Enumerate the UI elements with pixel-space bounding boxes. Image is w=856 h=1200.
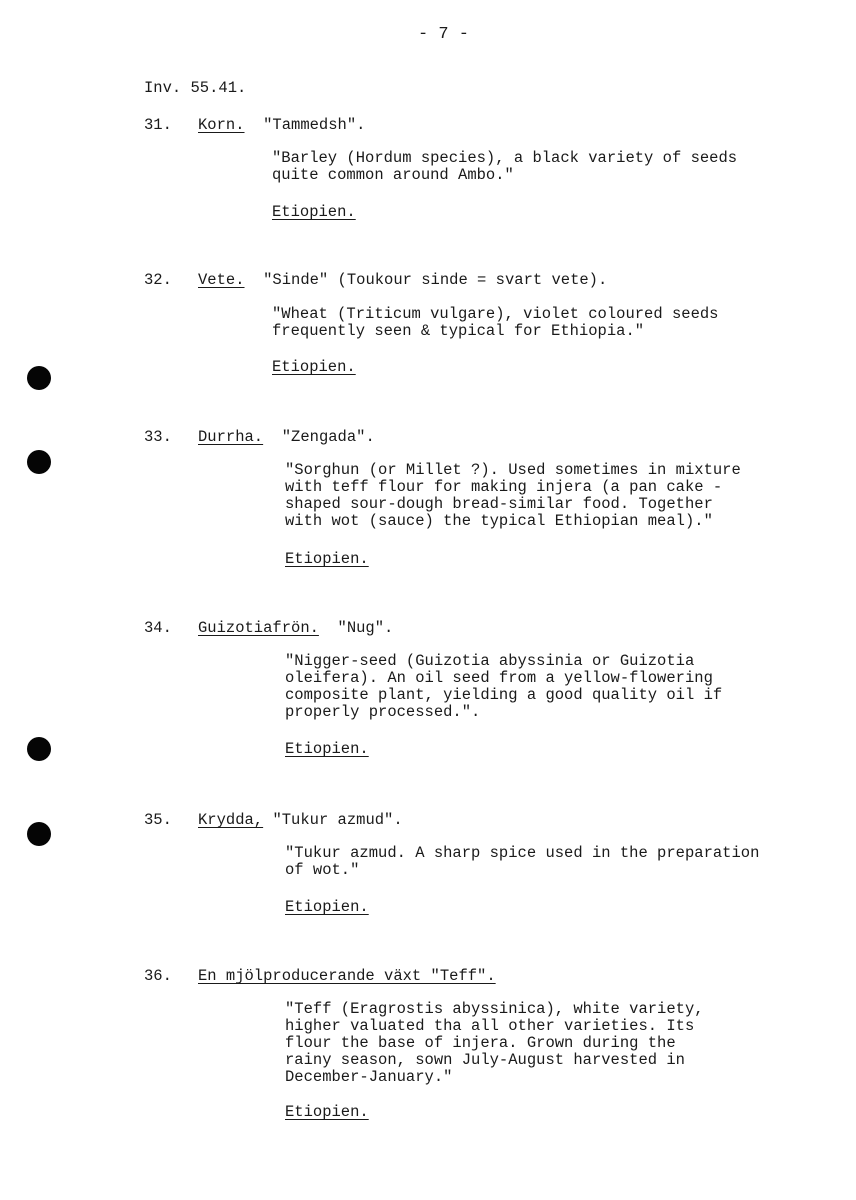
punch-hole <box>27 737 51 761</box>
entry-number: 31. <box>144 116 172 134</box>
entry-term: Korn. <box>198 116 245 134</box>
entry-country: Etiopien. <box>285 740 369 758</box>
entry-heading <box>144 117 365 134</box>
entry-local-name: "Nug". <box>337 619 394 637</box>
punch-hole <box>27 450 51 474</box>
entry-description: "Wheat (Triticum vulgare), violet coloured seeds frequently seen & typical for Ethiopia." <box>272 305 719 340</box>
entry-number: 34. <box>144 619 172 637</box>
entry-heading <box>144 620 393 637</box>
entry-term: Guizotiafrön. <box>198 619 319 637</box>
entry-country: Etiopien. <box>272 358 356 376</box>
entry-term: En mjölproducerande växt "Teff". <box>198 967 496 985</box>
entry-number: 35. <box>144 811 172 829</box>
entry-description: "Barley (Hordum species), a black variety of seeds quite common around Ambo." <box>272 149 738 184</box>
entry-number: 32. <box>144 271 172 289</box>
entry-number: 36. <box>144 967 172 985</box>
entry-description: "Nigger-seed (Guizotia abyssinia or Guizotia oleifera). An oil seed from a yellow-flowering composite plant, yielding a good quality oil if properly processed.". <box>285 652 723 721</box>
entry-description: "Tukur azmud. A sharp spice used in the preparation of wot." <box>285 844 760 879</box>
page-number: - 7 - <box>418 25 470 44</box>
entry-number: 33. <box>144 428 172 446</box>
entry-local-name: "Tukur azmud". <box>272 811 403 829</box>
entry-country: Etiopien. <box>272 203 356 221</box>
punch-hole <box>27 366 51 390</box>
entry-country: Etiopien. <box>285 1103 369 1121</box>
entry-description: "Sorghun (or Millet ?). Used sometimes in mixture with teff flour for making injera (a pan cake - shaped sour-dough bread-similar food. Together with wot (sauce) the typical Ethiopian meal)." <box>285 461 741 530</box>
entry-local-name: "Zengada". <box>281 428 375 446</box>
entry-heading <box>144 429 375 446</box>
entry-local-name: "Sinde" (Toukour sinde = svart vete). <box>263 271 608 289</box>
punch-hole <box>27 822 51 846</box>
entry-term: Vete. <box>198 271 245 289</box>
entry-country: Etiopien. <box>285 898 369 916</box>
entry-heading <box>144 812 403 829</box>
entry-term: Durrha. <box>198 428 264 446</box>
entry-heading <box>144 968 496 985</box>
entry-heading <box>144 272 607 289</box>
entry-description: "Teff (Eragrostis abyssinica), white variety, higher valuated tha all other varieties. Its flour the base of injera. Grown during the rainy season, sown July-August harvested in December-January." <box>285 1000 704 1086</box>
entry-country: Etiopien. <box>285 550 369 568</box>
inventory-number: Inv. 55.41. <box>144 79 247 97</box>
entry-term: Krydda, <box>198 811 264 829</box>
entry-local-name: "Tammedsh". <box>263 116 366 134</box>
